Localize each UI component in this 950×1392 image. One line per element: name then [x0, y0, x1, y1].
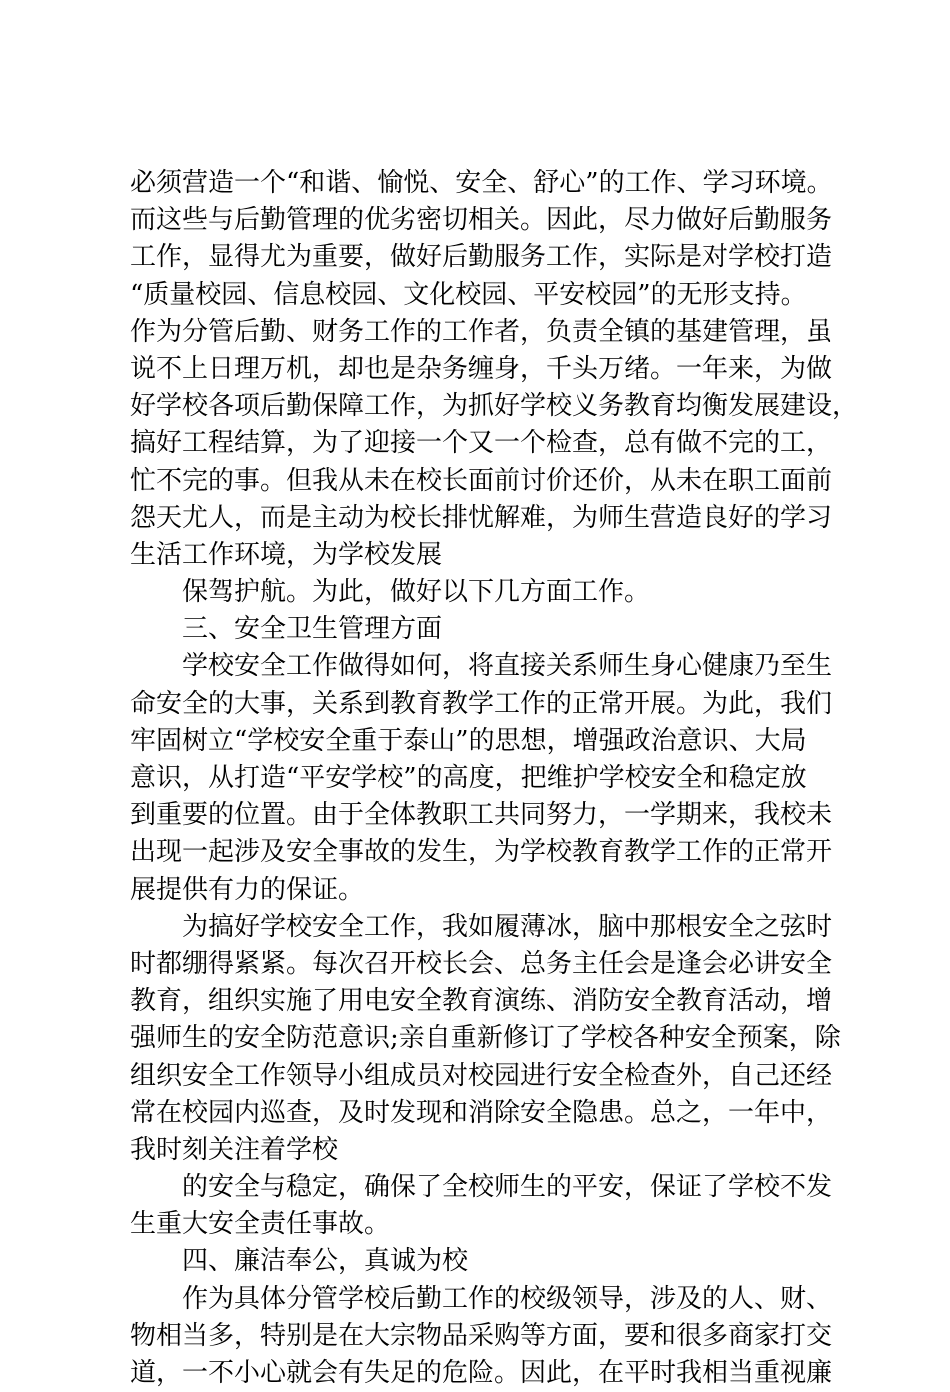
- text-line: 生活工作环境，为学校发展: [130, 539, 443, 570]
- text-line: 好学校各项后勤保障工作，为抓好学校义务教育均衡发展建设，: [130, 391, 859, 422]
- text-line: 组织安全工作领导小组成员对校园进行安全检查外，自己还经: [130, 1060, 833, 1091]
- text-line: 命安全的大事，关系到教育教学工作的正常开展。为此，我们: [130, 688, 833, 719]
- text-line: 搞好工程结算，为了迎接一个又一个检查，总有做不完的工，: [130, 428, 833, 459]
- text-line: 为搞好学校安全工作，我如履薄冰，脑中那根安全之弦时: [182, 911, 833, 942]
- text-line: 工作，显得尤为重要，做好后勤服务工作，实际是对学校打造: [130, 242, 833, 273]
- text-line: 怨天尤人，而是主动为校长排忧解难，为师生营造良好的学习: [130, 502, 833, 533]
- text-line: 出现一起涉及安全事故的发生，为学校教育教学工作的正常开: [130, 837, 833, 868]
- text-line: 生重大安全责任事故。: [130, 1209, 391, 1240]
- text-line: 学校安全工作做得如何，将直接关系师生身心健康乃至生: [182, 651, 833, 682]
- text-line: 展提供有力的保证。: [130, 874, 365, 905]
- text-line: 意识，从打造“平安学校”的高度，把维护学校安全和稳定放: [130, 763, 807, 793]
- text-line: 物相当多，特别是在大宗物品采购等方面，要和很多商家打交: [130, 1320, 833, 1351]
- text-line: 保驾护航。为此，做好以下几方面工作。: [182, 577, 651, 608]
- text-line: 常在校园内巡查，及时发现和消除安全隐患。总之，一年中，: [130, 1097, 833, 1128]
- text-line: 牢固树立“学校安全重于泰山”的思想，增强政治意识、大局: [130, 725, 807, 756]
- text-line: 道，一不小心就会有失足的危险。因此，在平时我相当重视廉: [130, 1358, 833, 1388]
- text-line: 时都绷得紧紧。每次召开校长会、总务主任会是逢会必讲安全: [130, 948, 833, 979]
- text-line: 作为分管后勤、财务工作的工作者，负责全镇的基建管理，虽: [130, 316, 833, 347]
- body-text: [130, 165, 859, 1392]
- text-line: 必须营造一个“和谐、愉悦、安全、舒心”的工作、学习环境。: [130, 168, 833, 198]
- text-line: “质量校园、信息校园、文化校园、平安校园”的无形支持。: [130, 279, 807, 310]
- text-line: 我时刻关注着学校: [130, 1134, 339, 1165]
- text-line: 到重要的位置。由于全体教职工共同努力，一学期来，我校未: [130, 800, 833, 831]
- text-line: 忙不完的事。但我从未在校长面前讨价还价，从未在职工面前: [130, 465, 833, 496]
- text-line: 四、廉洁奉公，真诚为校: [182, 1246, 469, 1277]
- text-line: 而这些与后勤管理的优劣密切相关。因此，尽力做好后勤服务: [130, 205, 833, 236]
- text-line: 的安全与稳定，确保了全校师生的平安，保证了学校不发: [182, 1172, 833, 1203]
- text-line: 强师生的安全防范意识;亲自重新修订了学校各种安全预案，除: [130, 1023, 841, 1054]
- text-line: 教育，组织实施了用电安全教育演练、消防安全教育活动，增: [130, 986, 833, 1017]
- text-line: 作为具体分管学校后勤工作的校级领导，涉及的人、财、: [182, 1283, 833, 1314]
- text-line: 说不上日理万机，却也是杂务缠身，千头万绪。一年来，为做: [130, 353, 833, 384]
- text-line: 三、安全卫生管理方面: [182, 614, 443, 645]
